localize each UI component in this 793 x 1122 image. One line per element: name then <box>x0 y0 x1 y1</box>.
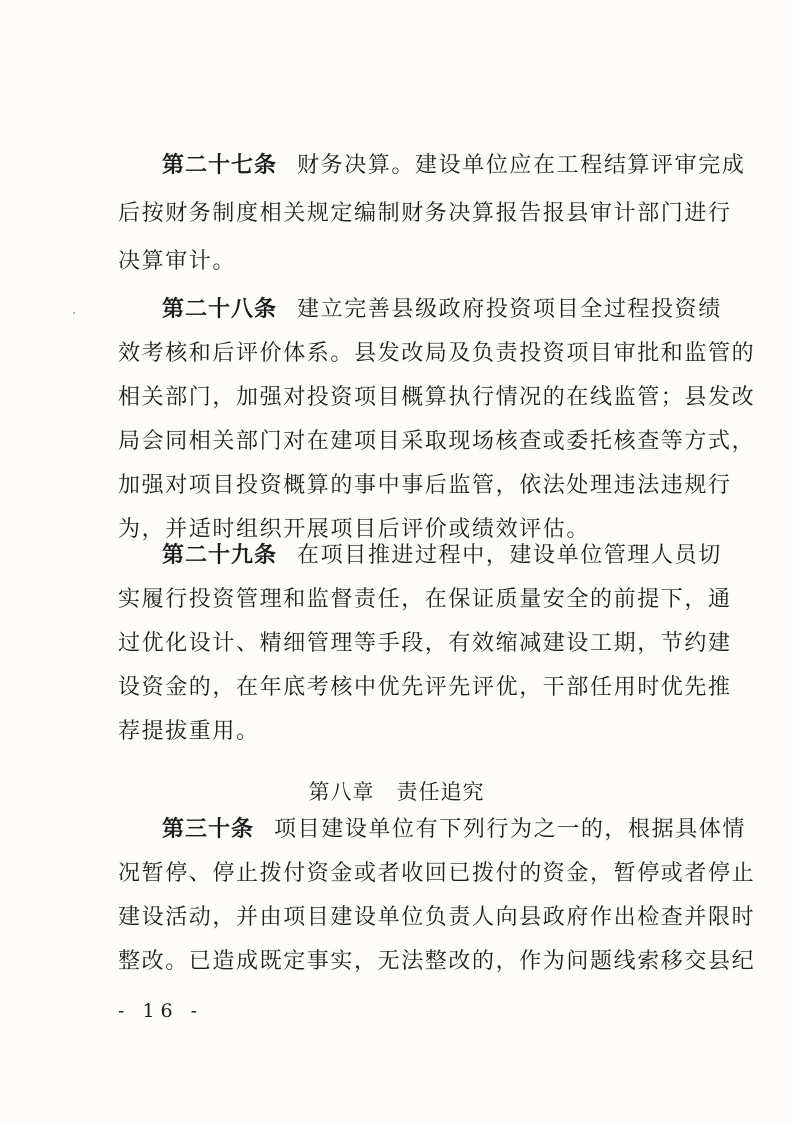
article-29-line-3: 过优化设计、精细管理等手段，有效缩减建设工期，节约建 <box>118 631 732 656</box>
chapter-number: 第八章 <box>308 780 375 804</box>
article-28-line-6: 为，并适时组织开展项目后评价或绩效评估。 <box>118 517 591 542</box>
article-28-line-1 <box>162 286 722 334</box>
article-28-line-3: 相关部门，加强对投资项目概算执行情况的在线监管；县发改 <box>118 385 756 410</box>
article-27-line-3: 决算审计。 <box>118 249 237 274</box>
page-number: - 16 - <box>118 1000 204 1022</box>
article-28-line-2: 效考核和后评价体系。县发改局及负责投资项目审批和监管的 <box>118 341 756 366</box>
article-30-line-2: 况暂停、停止拨付资金或者收回已拨付的资金，暂停或者停止 <box>118 861 756 886</box>
article-28-text-1: 建立完善县级政府投资项目全过程投资绩 <box>297 297 722 322</box>
article-28-number: 第二十八条 <box>162 297 278 322</box>
article-30-number: 第三十条 <box>162 817 255 842</box>
article-29-line-2: 实履行投资管理和监督责任，在保证质量安全的前提下，通 <box>118 587 732 612</box>
article-30-text-1: 项目建设单位有下列行为之一的，根据具体情 <box>274 817 747 842</box>
chapter-title: 责任追究 <box>396 780 485 804</box>
article-29-line-5: 荐提拔重用。 <box>118 719 260 744</box>
article-30-line-3: 建设活动，并由项目建设单位负责人向县政府作出检查并限时 <box>118 905 756 930</box>
article-28-line-4: 局会同相关部门对在建项目采取现场核查或委托核查等方式， <box>118 429 756 454</box>
article-27-line-2: 后按财务制度相关规定编制财务决算报告报县审计部门进行 <box>118 201 732 226</box>
article-29-line-4: 设资金的，在年底考核中优先评先评优，干部任用时优先推 <box>118 675 732 700</box>
article-27-line-1 <box>162 142 746 190</box>
article-29-number: 第二十九条 <box>162 543 278 568</box>
scan-speck <box>73 312 75 314</box>
article-27-number: 第二十七条 <box>162 153 278 178</box>
article-27-text-1: 财务决算。建设单位应在工程结算评审完成 <box>297 153 746 178</box>
article-29-text-1: 在项目推进过程中，建设单位管理人员切 <box>297 543 722 568</box>
article-30-line-1 <box>162 806 747 854</box>
article-30-line-4: 整改。已造成既定事实，无法整改的，作为问题线索移交县纪 <box>118 949 756 974</box>
article-28-line-5: 加强对项目投资概算的事中事后监管，依法处理违法违规行 <box>118 473 732 498</box>
article-29-line-1 <box>162 532 722 580</box>
